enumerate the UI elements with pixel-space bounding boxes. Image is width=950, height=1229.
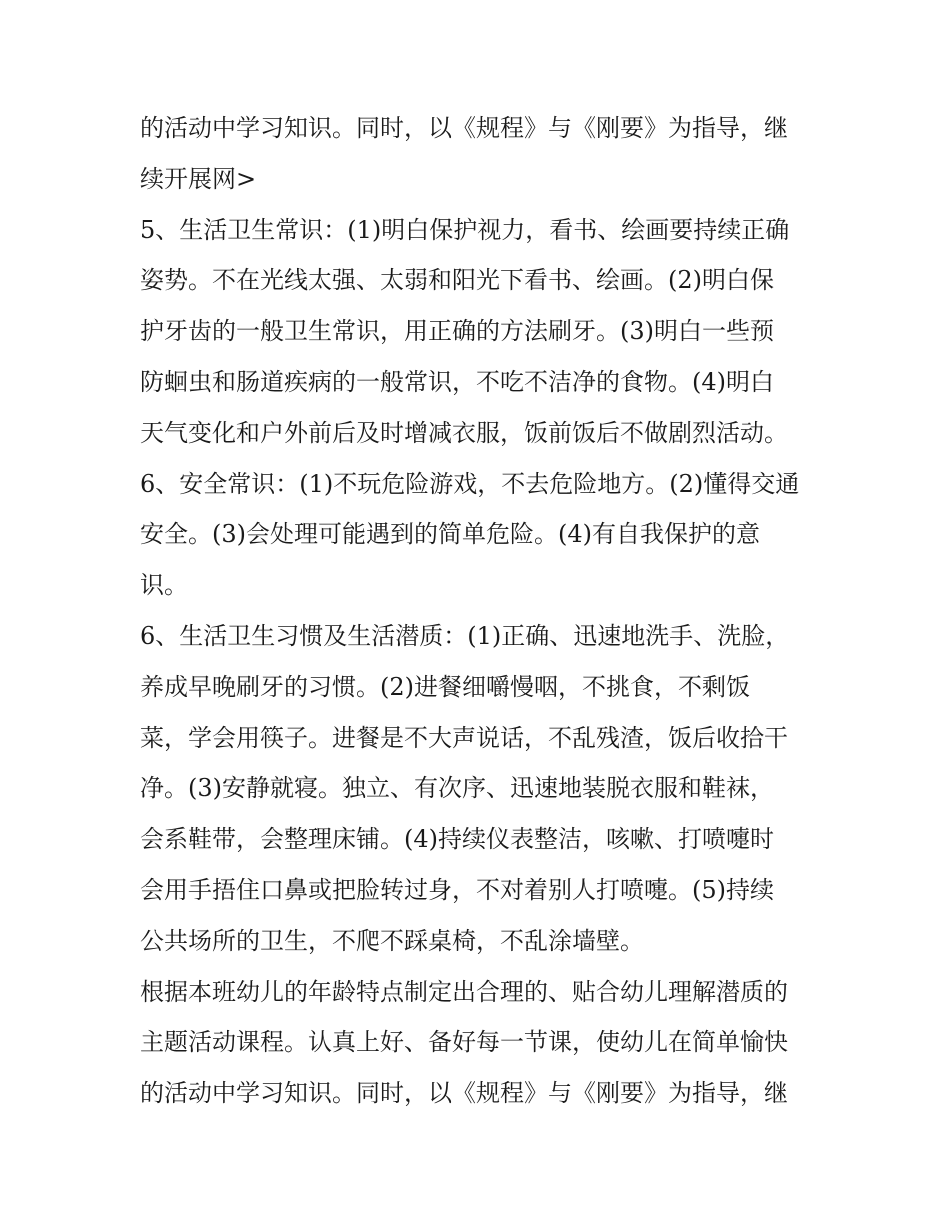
text-line: 净。(3)安静就寝。独立、有次序、迅速地装脱衣服和鞋袜， — [140, 774, 774, 803]
text-line: 菜，学会用筷子。进餐是不大声说话，不乱残渣，饭后收拾干 — [140, 723, 788, 752]
text-line: 会系鞋带，会整理床铺。(4)持续仪表整洁，咳嗽、打喷嚏时 — [140, 825, 774, 854]
text-line: 主题活动课程。认真上好、备好每一节课，使幼儿在简单愉快 — [140, 1028, 788, 1057]
text-line: 养成早晚刷牙的习惯。(2)进餐细嚼慢咽，不挑食，不剩饭 — [140, 672, 750, 701]
text-line: 6、安全常识：(1)不玩危险游戏，不去危险地方。(2)懂得交通 — [140, 469, 800, 498]
body-text — [140, 103, 820, 1119]
text-line: 的活动中学习知识。同时，以《规程》与《刚要》为指导，继 — [140, 114, 788, 142]
text-line: 根据本班幼儿的年龄特点制定出合理的、贴合幼儿理解潜质的 — [140, 977, 788, 1006]
text-line: 防蛔虫和肠道疾病的一般常识，不吃不洁净的食物。(4)明白 — [140, 367, 774, 396]
text-line: 姿势。不在光线太强、太弱和阳光下看书、绘画。(2)明白保 — [140, 266, 774, 295]
text-line: 5、生活卫生常识：(1)明白保护视力，看书、绘画要持续正确 — [140, 215, 790, 244]
text-line: 安全。(3)会处理可能遇到的简单危险。(4)有自我保护的意 — [140, 520, 760, 549]
text-line: 识。 — [140, 571, 188, 600]
text-line: 6、生活卫生习惯及生活潜质：(1)正确、迅速地洗手、洗脸， — [140, 621, 790, 650]
text-line: 续开展网> — [140, 164, 257, 193]
text-line: 会用手捂住口鼻或把脸转过身，不对着别人打喷嚏。(5)持续 — [140, 875, 774, 904]
text-line: 公共场所的卫生，不爬不踩桌椅，不乱涂墙壁。 — [140, 926, 644, 955]
text-line: 天气变化和户外前后及时增减衣服，饭前饭后不做剧烈活动。 — [140, 418, 788, 447]
text-line: 的活动中学习知识。同时，以《规程》与《刚要》为指导，继 — [140, 1079, 788, 1108]
text-line: 护牙齿的一般卫生常识，用正确的方法刷牙。(3)明白一些预 — [140, 317, 774, 346]
